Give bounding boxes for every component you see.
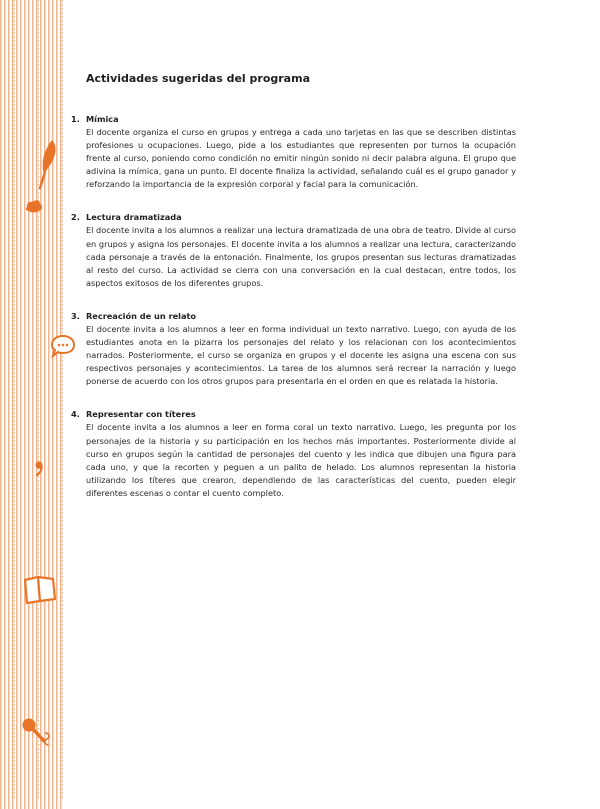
microphone-icon xyxy=(20,716,56,750)
open-book-icon xyxy=(22,574,58,604)
activity-body: El docente invita a los alumnos a realizar una lectura dramatizada de una obra de teatro. Divide al curso en grupos y asigna los personajes. El docente invita a los alumnos a realizar una lectura, caracterizando cada personaje a través de la entonación. Finalmente, los grupos presentan sus lecturas dramatizadas al resto del curso. La actividad se cierra con una conversación en la cual destacan, entre todos, los aspectos exitosos de los diferentes grupos. xyxy=(86,225,516,288)
activity-title: Representar con títeres xyxy=(86,409,196,420)
activity-body: El docente organiza el curso en grupos y entrega a cada uno tarjetas en las que se describen distintas profesiones u ocupaciones. Luego, pide a los estudiantes que representen por turnos la ocupación frente al curso, poniendo como condición no emitir ningún sonido ni decir palabra alguna. El grupo que adivina la mímica, gana un punto. El docente finaliza la actividad, señalando cuál es el grupo ganador y reforzando la importancia de la expresión corporal y facial para la comunicación. xyxy=(86,127,516,190)
quill-icon xyxy=(34,138,58,194)
activity-number: 2. xyxy=(71,212,80,223)
activity-title: Mímica xyxy=(86,114,119,124)
page-title: Actividades sugeridas del programa xyxy=(86,72,310,85)
ink-blot-icon xyxy=(24,198,44,214)
activity-title: Lectura dramatizada xyxy=(86,212,182,223)
activity-item xyxy=(71,310,516,388)
activity-body: El docente invita a los alumnos a leer en forma coral un texto narrativo. Luego, les pregunta por los personajes de la historia y su participación en los hechos más importantes. Posteriormente divide al curso en grupos según la cantidad de personajes del cuento y les indica que dibujen una figura para cada uno, y que la recorten y peguen a un palito de helado. Los alumnos representan la historia utilizando los títeres que crearon, dependiendo de las características del cuento, pueden elegir diferentes escenas o contar el cuento completo. xyxy=(86,422,516,498)
activity-body: El docente invita a los alumnos a leer en forma individual un texto narrativo. Luego, con ayuda de los estudiantes anota en la pizarra los personajes del relato y los relacionan con los acontecimientos narrados. Posteriormente, el curso se organiza en grupos y el docente les asigna una escena con sus respectivos personajes y acontecimientos. La tarea de los alumnos será recrear la narración y luego ponerse de acuerdo con los otros grupos para presentarla en el orden en que es relatada la historia. xyxy=(86,323,516,387)
document-content xyxy=(71,72,516,520)
margin-grid-rows xyxy=(0,9,64,809)
comma-icon xyxy=(34,460,44,476)
activity-item xyxy=(71,211,516,289)
activity-number: 3. xyxy=(71,310,80,321)
activity-number: 4. xyxy=(71,409,80,420)
activity-item xyxy=(71,408,516,500)
activity-item xyxy=(71,113,516,191)
activity-number: 1. xyxy=(71,114,80,124)
activity-title: Recreación de un relato xyxy=(86,310,197,321)
speech-bubble-icon xyxy=(50,334,76,358)
